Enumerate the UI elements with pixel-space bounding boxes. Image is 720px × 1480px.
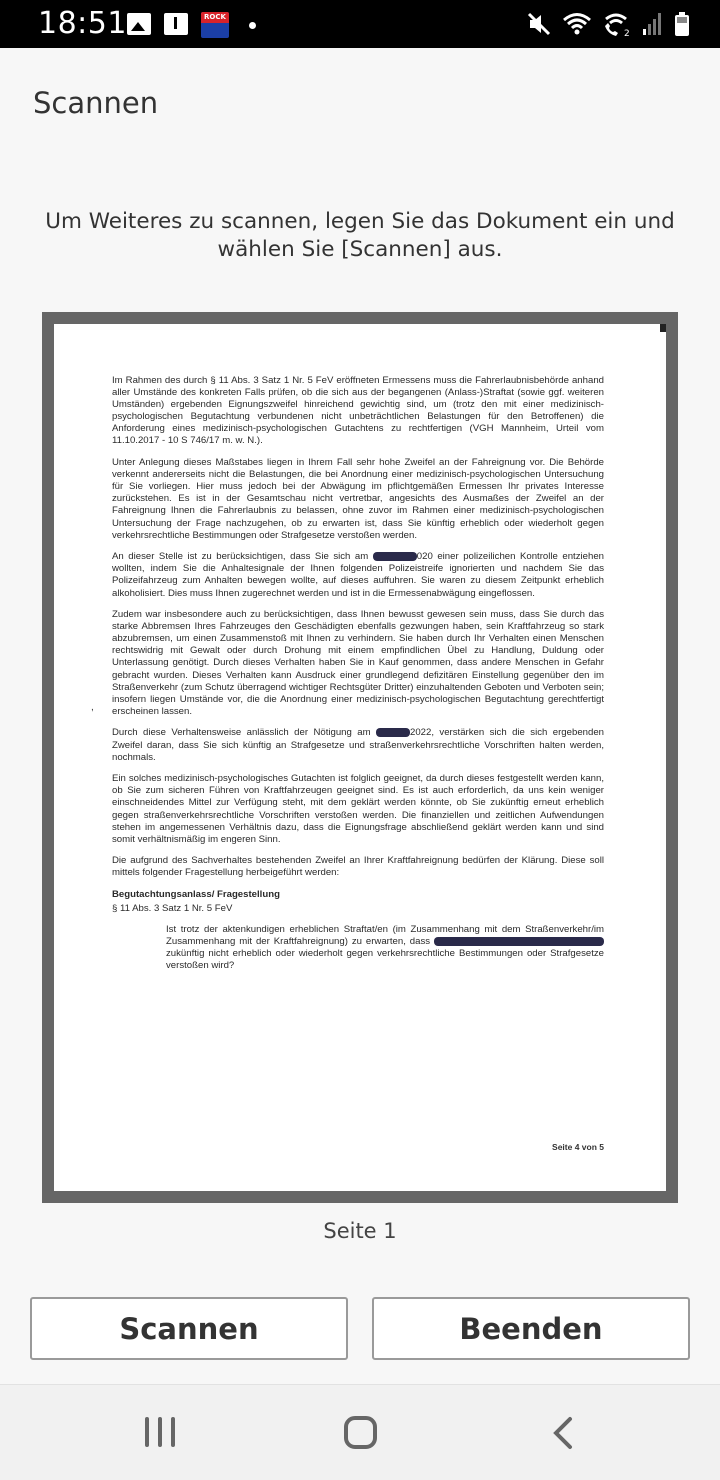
document-page-footer: Seite 4 von 5 [552,1142,604,1152]
gallery-icon [127,13,151,35]
document-text-run: Durch diese Verhaltensweise anlässlich der Nötigung am [112,727,376,739]
document-text-run: 2022, verstärken sich die sich ergebenden Zweifel daran, dass Sie sich künftig an Strafgesetze und straßenverkehrsrechtliche Vorschriften halten werden, nochmals. [112,727,604,763]
document-paragraph: Zudem war insbesondere auch zu berücksichtigen, dass Ihnen bewusst gewesen sein muss, dass Sie durch das starke Abbremsen Ihres Fahrzeuges den Geschädigten ebenfalls gezwungen haben, sein Kraftfahrzeug so stark abzubremsen, um einen Zusammenstoß mit Ihnen zu verhindern. Sie haben durch Ihr Verhalten einen Menschen rechtswidrig mit Gewalt oder durch Drohung mit einem empfindlichen Übel zu Handlung, Duldung oder Unterlassung genötigt. Durch dieses Verhalten haben Sie in Kauf genommen, dass andere Menschen in Gefahr gebracht wurden. Dieses Verhalten kann Ausdruck einer grundlegend defizitären Einstellung gegenüber den im Straßenverkehr (zum Schutz überragend wichtiger Rechtsgüter Dritter) einzuhaltenden Geboten und Verboten sein; insofern liegen Umstände vor, die die Anordnung einer medizinisch-psychologischen Begutachtung gerechtfertigt erscheinen lassen. [112,609,604,717]
redaction-mark [373,552,417,561]
status-icons-right [526,10,690,38]
signal-icon [642,11,664,37]
document-heading: Begutachtungsanlass/ Fragestellung [112,888,280,900]
document-paragraph [112,727,604,763]
clock: 18:51 [38,6,127,41]
rock-badge-text: ROCK [201,12,229,23]
mute-icon [526,11,552,37]
page-title: Scannen [33,86,159,120]
redaction-mark [376,728,410,737]
document-text [112,375,604,973]
document-text-run: Ist trotz der aktenkundigen erheblichen Straftat/en (im Zusammenhang mit dem Straßenverkehr/im Zusammenhang mit der Kraftfahreignung) zu erwarten, dass [166,924,604,948]
status-bar [0,0,720,48]
recent-apps-icon[interactable] [145,1417,175,1447]
document-question [166,924,604,972]
finish-button[interactable]: Beenden [372,1297,690,1360]
document-paragraph: Die aufgrund des Sachverhaltes bestehenden Zweifel an Ihrer Kraftfahreignung bedürfen der Klärung. Diese soll mittels folgender Fragestellung herbeigeführt werden: [112,855,604,879]
document-text-run: An dieser Stelle ist zu berücksichtigen, dass Sie sich am [112,551,373,563]
wifi-icon [562,11,592,37]
wifi-call-icon [602,11,632,37]
music-icon [164,13,188,35]
document-paragraph: Unter Anlegung dieses Maßstabes liegen in Ihrem Fall sehr hohe Zweifel an der Fahreignung vor. Die Behörde verkennt andererseits nicht die Belastungen, die bei Anordnung einer medizinisch-psychologischen Untersuchung für Sie vorliegen. Hier muss jedoch bei der Abwägung im pflichtgemäßen Ermessen Ihr privates Interesse zurückstehen. Es ist in der Gesamtschau nicht vertretbar, angesichts des Ausmaßes der Zweifel an der Fahreignung Ihnen die Fahrerlaubnis zu belassen, ohne zuvor im Rahmen einer medizinisch-psychologischen Untersuchung der Frage nachzugehen, ob zu erwarten ist, dass Sie künftig erheblich oder wiederholt gegen verkehrsrechtliche Bestimmungen oder Strafgesetze verstoßen werden. [112,457,604,541]
document-paragraph: Im Rahmen des durch § 11 Abs. 3 Satz 1 Nr. 5 FeV eröffneten Ermessens muss die Fahrerlaubnisbehörde anhand aller Umstände des konkreten Falls prüfen, ob die sich aus der begangenen (Anlass-)Straftat (sowie ggf. weiteren Umständen) ergebenden Eignungszweifel hinreichend gewichtig sind, um (trotz den mit einer medizinisch-psychologischen Begutachtung verbundenen nicht unbeträchtlichen Belastungen für den Betroffenen) die Anforderung eines medizinisch-psychologischen Gutachtens zu rechtfertigen (VGH Mannheim, Urteil vom 11.10.2017 - 10 S 746/17 m. w. N.). [112,375,604,447]
scan-button[interactable]: Scannen [30,1297,348,1360]
battery-icon [674,11,690,37]
home-icon[interactable] [344,1416,377,1449]
document-paragraph [112,551,604,599]
scan-preview [42,312,678,1203]
document-reference: § 11 Abs. 3 Satz 1 Nr. 5 FeV [112,903,233,915]
stray-mark: , [91,702,94,713]
document-paragraph: Ein solches medizinisch-psychologisches Gutachten ist folglich geeignet, da durch dieses festgestellt werden kann, ob Sie zum sicheren Führen von Kraftfahrzeugen geeignet sind. Es ist auch erforderlich, da uns kein weniger einschneidendes Mittel zur Verfügung steht, mit dem geklärt werden könnte, ob Sie zukünftig erneut erheblich gegen straßenverkehrsrechtliche Vorschriften verstoßen werden. Die finanziellen und zeitlichen Aufwendungen stehen im angemessenen Verhältnis dazu, dass die Eignungsfrage abschließend geklärt werden kann und sind somit verhältnismäßig im engeren Sinn. [112,773,604,845]
back-icon[interactable] [548,1415,578,1451]
svg-text:2: 2 [624,29,630,37]
rock-antenne-icon [201,12,229,38]
document-text-run: zukünftig nicht erheblich oder wiederholt gegen verkehrsrechtliche Bestimmungen oder Strafgesetze verstoßen wird? [166,948,604,972]
scanned-document-page [54,324,666,1191]
page-label: Seite 1 [323,1219,397,1243]
navigation-bar [0,1384,720,1480]
instruction-text: Um Weiteres zu scannen, legen Sie das Dokument ein und wählen Sie [Scannen] aus. [45,209,675,262]
redaction-mark [434,937,604,946]
document-text-run: 020 einer polizeilichen Kontrolle entziehen wollten, indem Sie die Anhaltesignale der Ihnen folgenden Polizeistreife ignorierten und nachdem Sie das Polizeifahrzeug zum Anhalten bewegen wollte, auf dieses auffuhren. Sie waren zu diesem Zeitpunkt erheblich alkoholisiert. Dies muss Ihnen zugerechnet werden und ist in die Ermessenabwägung eingeflossen. [112,551,604,599]
dot-icon [249,22,256,29]
